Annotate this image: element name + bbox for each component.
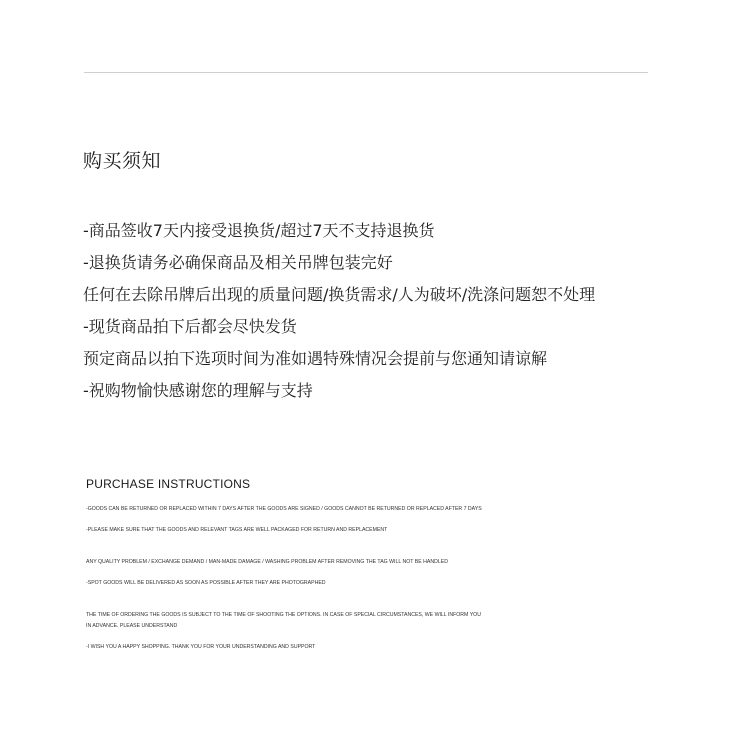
page-title-en: PURCHASE INSTRUCTIONS xyxy=(86,477,251,491)
instruction-en-packaging: -PLEASE MAKE SURE THAT THE GOODS AND RELEVANT TAGS ARE WELL PACKAGED FOR RETURN AND REPLACEMENT xyxy=(86,527,388,533)
instruction-en-thanks: -I WISH YOU A HAPPY SHOPPING. THANK YOU FOR YOUR UNDERSTANDING AND SUPPORT xyxy=(86,644,316,650)
instruction-zh-spot-goods: -现货商品拍下后都会尽快发货 xyxy=(83,317,297,336)
instruction-zh-return-window: -商品签收7天内接受退换货/超过7天不支持退换货 xyxy=(83,221,435,240)
instruction-en-return-window: -GOODS CAN BE RETURNED OR REPLACED WITHIN 7 DAYS AFTER THE GOODS ARE SIGNED / GOODS CANNOT BE RETURNED OR REPLACED AFTER 7 DAYS xyxy=(86,506,482,512)
instructions-list-zh xyxy=(83,215,595,407)
instruction-en-spot-goods: -SPOT GOODS WILL BE DELIVERED AS SOON AS POSSIBLE AFTER THEY ARE PHOTOGRAPHED xyxy=(86,580,326,586)
page-title-zh: 购买须知 xyxy=(83,150,162,172)
instruction-en-not-handled: ANY QUALITY PROBLEM / EXCHANGE DEMAND / MAN-MADE DAMAGE / WASHING PROBLEM AFTER REMOVING THE TAG WILL NOT BE HANDLED xyxy=(86,559,448,565)
instruction-zh-packaging: -退换货请务必确保商品及相关吊牌包装完好 xyxy=(83,253,393,272)
top-divider xyxy=(84,72,648,73)
instruction-en-preorder: THE TIME OF ORDERING THE GOODS IS SUBJECT TO THE TIME OF SHOOTING THE OPTIONS. IN CASE OF SPECIAL CIRCUMSTANCES, WE WILL INFORM YOU IN ADVANCE. PLEASE UNDERSTAND xyxy=(86,612,481,629)
instruction-zh-thanks: -祝购物愉快感谢您的理解与支持 xyxy=(83,381,313,400)
instruction-zh-preorder: 预定商品以拍下选项时间为准如遇特殊情况会提前与您通知请谅解 xyxy=(83,349,548,368)
instructions-list-en xyxy=(86,504,486,674)
instruction-zh-not-handled: 任何在去除吊牌后出现的质量问题/换货需求/人为破坏/洗涤问题恕不处理 xyxy=(83,285,596,304)
